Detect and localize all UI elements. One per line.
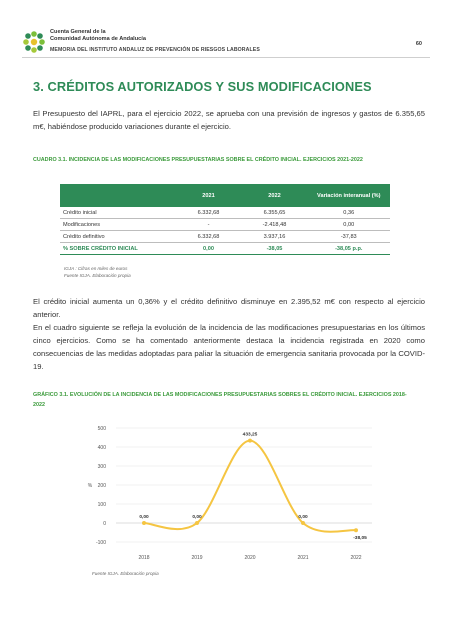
table-cell: Modificaciones (60, 219, 176, 231)
table-cell: 3.937,16 (242, 231, 308, 243)
x-tick-label: 2021 (297, 555, 309, 561)
data-label: -38,05 (353, 536, 367, 542)
data-point (354, 528, 358, 532)
table-cell: 6.355,65 (242, 207, 308, 219)
table-cell: % SOBRE CRÉDITO INICIAL (60, 243, 176, 255)
table-cell: -38,05 (242, 243, 308, 255)
table-row (60, 219, 390, 231)
table-cell: 0,00 (176, 243, 242, 255)
table-cell: -37,83 (308, 231, 391, 243)
table-cell: -2.418,48 (242, 219, 308, 231)
table-cell: - (176, 219, 242, 231)
table-row (60, 207, 390, 219)
y-axis-label: % (87, 483, 93, 489)
table-cell: 0,36 (308, 207, 391, 219)
data-point (195, 521, 199, 525)
x-tick-label: 2022 (350, 555, 362, 561)
table-cell: -38,05 p.p. (308, 243, 391, 255)
page-number: 60 (415, 41, 422, 47)
table-header-cell (60, 184, 176, 207)
org-name-line1: Cuenta General de la (50, 29, 106, 35)
chart-caption: GRÁFICO 3.1. EVOLUCIÓN DE LA INCIDENCIA DE LAS MODIFICACIONES PRESUPUESTARIAS SOBRES EL CRÉDITO INICIAL. EJERCICIOS 2018-2022 (33, 392, 407, 408)
x-tick-label: 2020 (244, 555, 256, 561)
table-cell: 6.332,68 (176, 207, 242, 219)
modificaciones-table (60, 184, 390, 255)
incidence-line-chart (60, 418, 380, 568)
section-title: 3. CRÉDITOS AUTORIZADOS Y SUS MODIFICACIONES (33, 79, 372, 94)
x-tick-label: 2018 (138, 555, 150, 561)
y-tick-label: 300 (97, 463, 106, 470)
y-tick-label: 100 (97, 501, 106, 508)
data-label: 0,00 (298, 515, 308, 520)
table-source: Fuente IGJA. Elaboración propia (64, 273, 131, 278)
memoria-header: MEMORIA DEL INSTITUTO ANDALUZ DE PREVENCIÓN DE RIESGOS LABORALES (50, 47, 260, 53)
table-cell: 6.332,68 (176, 231, 242, 243)
paragraph-3: En el cuadro siguiente se refleja la evolución de la incidencia de las modificaciones presupuestarias en los últimos cinco ejercicios. Como se ha comentado anteriormente destaca la incidencia registrada en 2020 como consecuencias de las medidas adoptadas para paliar la situación de emergencia sanitaria provocada por la COVID-19. (33, 323, 425, 371)
org-name-line2: Comunidad Autónoma de Andalucía (50, 36, 146, 42)
y-tick-label: 200 (97, 482, 106, 489)
data-label: 0,00 (192, 515, 202, 520)
table-total-row (60, 243, 390, 255)
series-line (144, 441, 356, 532)
table-row (60, 231, 390, 243)
chart-source: Fuente IGJA. Elaboración propia (92, 571, 159, 576)
table-header-cell: 2022 (242, 184, 308, 207)
x-tick-label: 2019 (191, 555, 203, 561)
table-header-cell: Variación interanual (%) (308, 184, 391, 207)
data-label: 433,25 (242, 432, 258, 438)
table-cell: 0,00 (308, 219, 391, 231)
table-note: IGJA : Cifras en miles de euros (64, 266, 128, 271)
y-tick-label: 400 (97, 444, 106, 451)
y-tick-label: 500 (97, 425, 106, 432)
table-header-cell: 2021 (176, 184, 242, 207)
paragraph-2: El crédito inicial aumenta un 0,36% y el crédito definitivo disminuye en 2.395,52 m€ con respecto al ejercicio anterior. (33, 297, 425, 319)
data-point (248, 439, 252, 443)
y-tick-label: 0 (103, 520, 106, 527)
data-point (142, 521, 146, 525)
y-tick-label: -100 (95, 539, 106, 546)
table-header-row (60, 184, 390, 207)
andalucia-flag-logo (22, 30, 46, 54)
paragraph-1: El Presupuesto del IAPRL, para el ejercicio 2022, se aprueba con una previsión de ingresos y gastos de 6.355,65 m€, habiéndose producido variaciones durante el ejercicio. (33, 109, 425, 131)
header-divider (22, 57, 430, 58)
data-point (301, 521, 305, 525)
table-caption: CUADRO 3.1. INCIDENCIA DE LAS MODIFICACIONES PRESUPUESTARIAS SOBRE EL CRÉDITO INICIAL. EJERCICIOS 2021-2022 (33, 157, 363, 163)
table-cell: Crédito definitivo (60, 231, 176, 243)
table-cell: Crédito inicial (60, 207, 176, 219)
data-label: 0,00 (139, 515, 149, 520)
